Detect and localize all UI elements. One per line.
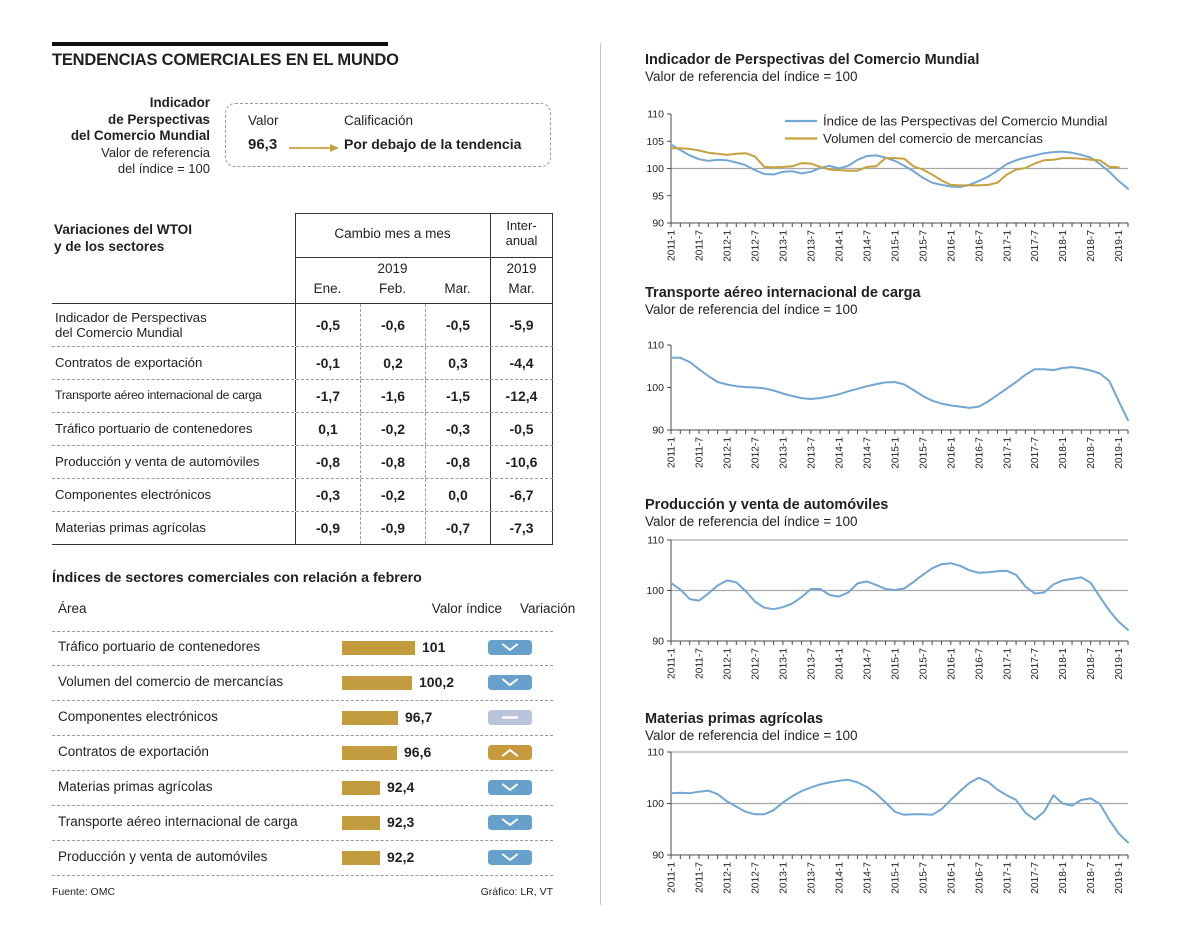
x-tick-label: 2018-7 bbox=[1086, 862, 1098, 894]
interannual-value: -12,4 bbox=[490, 380, 553, 412]
value-label: Valor bbox=[248, 113, 279, 128]
x-tick-label: 2013-1 bbox=[778, 648, 790, 680]
x-tick-label: 2014-1 bbox=[834, 648, 846, 680]
sector-index-title: Índices de sectores comerciales con relación a febrero bbox=[52, 570, 422, 586]
year-label: 2019 bbox=[377, 261, 408, 276]
x-tick-label: 2013-1 bbox=[778, 230, 790, 262]
chart-block-wtoi bbox=[645, 52, 1145, 262]
chevron-down-icon bbox=[488, 675, 532, 690]
y-tick-label: 100 bbox=[646, 585, 664, 597]
x-tick-label: 2017-7 bbox=[1030, 862, 1042, 894]
indicator-sublabel-line: Valor de referencia bbox=[101, 144, 210, 160]
data-line bbox=[671, 358, 1128, 420]
x-tick-label: 2013-1 bbox=[778, 862, 790, 894]
x-tick-label: 2011-7 bbox=[694, 437, 706, 468]
interannual-header: Inter- anual bbox=[505, 218, 538, 248]
variations-table bbox=[52, 213, 553, 545]
chart-title: Transporte aéreo internacional de carga bbox=[645, 285, 921, 301]
month-label: Feb. bbox=[378, 281, 406, 296]
x-tick-label: 2019-1 bbox=[1114, 230, 1126, 262]
chevron-down-icon bbox=[488, 640, 532, 655]
sector-label: Producción y venta de automóviles bbox=[58, 849, 268, 864]
index-value: 96,6 bbox=[404, 744, 432, 760]
chart-block-air-freight bbox=[645, 285, 1145, 469]
row-label: Producción y venta de automóviles bbox=[55, 454, 260, 470]
variations-table-body bbox=[52, 304, 553, 545]
y-tick-label: 100 bbox=[646, 798, 664, 810]
table-row bbox=[52, 479, 553, 512]
x-tick-label: 2016-7 bbox=[974, 862, 986, 894]
x-tick-label: 2018-1 bbox=[1058, 648, 1070, 680]
interannual-value: -0,5 bbox=[490, 413, 553, 445]
month-change-value: -0,2 bbox=[360, 413, 425, 445]
x-tick-label: 2011-1 bbox=[666, 230, 678, 261]
x-tick-label: 2013-7 bbox=[806, 862, 818, 894]
table-row bbox=[52, 413, 553, 446]
x-tick-label: 2017-1 bbox=[1002, 230, 1014, 262]
x-tick-label: 2012-7 bbox=[750, 862, 762, 894]
month-change-value: 0,3 bbox=[425, 347, 490, 379]
y-tick-label: 100 bbox=[646, 382, 664, 394]
line-chart-svg bbox=[645, 107, 1145, 269]
row-label: Tráfico portuario de contenedores bbox=[55, 421, 253, 437]
sector-label: Volumen del comercio de mercancías bbox=[58, 674, 284, 689]
index-bar bbox=[342, 781, 380, 795]
index-bar bbox=[342, 816, 380, 830]
x-tick-label: 2018-1 bbox=[1058, 862, 1070, 894]
x-tick-label: 2014-7 bbox=[862, 437, 874, 469]
sector-row bbox=[52, 631, 553, 666]
x-tick-label: 2015-1 bbox=[890, 437, 902, 469]
indicator-value: 96,3 bbox=[248, 136, 278, 153]
table-row bbox=[52, 446, 553, 479]
x-tick-label: 2014-1 bbox=[834, 862, 846, 894]
chevron-down-icon bbox=[488, 815, 532, 830]
month-change-value: -0,8 bbox=[360, 446, 425, 478]
sector-index-rows bbox=[52, 631, 553, 876]
x-tick-label: 2017-7 bbox=[1030, 648, 1042, 680]
y-tick-label: 110 bbox=[647, 339, 664, 352]
x-tick-label: 2019-1 bbox=[1114, 648, 1126, 680]
x-tick-label: 2012-1 bbox=[722, 862, 734, 894]
column-divider bbox=[600, 43, 601, 905]
chart-canvas bbox=[645, 107, 1145, 274]
x-tick-label: 2011-7 bbox=[694, 230, 706, 261]
month-label: Mar. bbox=[444, 281, 471, 296]
variation-badge-flat bbox=[488, 710, 532, 725]
chart-block-agri bbox=[645, 711, 1145, 894]
x-tick-label: 2016-1 bbox=[946, 648, 958, 680]
row-label: Transporte aéreo internacional de carga bbox=[55, 388, 262, 403]
column-header-area: Área bbox=[58, 601, 87, 616]
chart-subtitle: Valor de referencia del índice = 100 bbox=[645, 728, 858, 743]
y-tick-label: 110 bbox=[647, 108, 664, 121]
line-chart-svg bbox=[645, 533, 1145, 687]
y-tick-label: 95 bbox=[652, 190, 664, 203]
table-border bbox=[295, 213, 553, 214]
chart-subtitle: Valor de referencia del índice = 100 bbox=[645, 69, 858, 84]
x-tick-label: 2013-7 bbox=[806, 230, 818, 262]
chevron-down-icon bbox=[488, 780, 532, 795]
x-tick-label: 2015-7 bbox=[918, 230, 930, 262]
variations-table-title: Variaciones del WTOI y de los sectores bbox=[54, 222, 193, 254]
indicator-rating: Por debajo de la tendencia bbox=[344, 136, 522, 152]
x-tick-label: 2012-7 bbox=[750, 437, 762, 469]
variation-badge-down bbox=[488, 815, 532, 830]
indicator-value-box bbox=[225, 103, 551, 167]
x-tick-label: 2011-7 bbox=[694, 862, 706, 893]
month-change-value: -0,5 bbox=[295, 304, 360, 346]
month-change-value: -0,1 bbox=[295, 347, 360, 379]
x-tick-label: 2012-1 bbox=[722, 437, 734, 469]
variation-badge-down bbox=[488, 675, 532, 690]
table-border bbox=[552, 213, 553, 303]
x-tick-label: 2016-1 bbox=[946, 437, 958, 469]
index-bar bbox=[342, 711, 398, 725]
x-tick-label: 2015-1 bbox=[890, 230, 902, 262]
chart-title: Materias primas agrícolas bbox=[645, 711, 824, 727]
row-label: Indicador de Perspectivas del Comercio Mundial bbox=[55, 309, 207, 340]
index-value: 92,2 bbox=[387, 849, 415, 865]
y-tick-label: 90 bbox=[652, 217, 664, 230]
y-tick-label: 100 bbox=[646, 163, 664, 175]
sector-row bbox=[52, 841, 553, 876]
index-bar bbox=[342, 851, 380, 865]
line-chart-svg bbox=[645, 745, 1145, 901]
month-change-value: -0,9 bbox=[360, 512, 425, 544]
table-row bbox=[52, 512, 553, 545]
interannual-value: -4,4 bbox=[490, 347, 553, 379]
x-tick-label: 2014-1 bbox=[834, 437, 846, 469]
month-change-value: -0,8 bbox=[295, 446, 360, 478]
right-arrow-icon bbox=[288, 142, 340, 154]
sector-label: Materias primas agrícolas bbox=[58, 779, 213, 794]
credit-note: Gráfico: LR, VT bbox=[480, 886, 553, 898]
line-chart-svg bbox=[645, 338, 1145, 476]
x-tick-label: 2017-7 bbox=[1030, 437, 1042, 469]
chart-title: Producción y venta de automóviles bbox=[645, 497, 889, 513]
legend-label: Volumen del comercio de mercancías bbox=[823, 131, 1043, 146]
month-change-value: -1,7 bbox=[295, 380, 360, 412]
x-tick-label: 2014-7 bbox=[862, 862, 874, 894]
data-line bbox=[671, 145, 1128, 189]
row-label: Contratos de exportación bbox=[55, 355, 203, 371]
column-header-valor: Valor índice bbox=[431, 601, 502, 616]
month-change-value: -0,8 bbox=[425, 446, 490, 478]
month-change-value: 0,1 bbox=[295, 413, 360, 445]
x-tick-label: 2015-1 bbox=[890, 648, 902, 680]
x-tick-label: 2013-7 bbox=[806, 648, 818, 680]
sector-row bbox=[52, 666, 553, 701]
x-tick-label: 2016-7 bbox=[974, 648, 986, 680]
chevron-up-icon bbox=[488, 745, 532, 760]
title-accent-bar bbox=[52, 42, 388, 46]
sector-label: Contratos de exportación bbox=[58, 744, 209, 759]
month-change-value: 0,0 bbox=[425, 479, 490, 511]
chart-canvas bbox=[645, 338, 1145, 481]
x-tick-label: 2018-7 bbox=[1086, 437, 1098, 469]
sector-label: Componentes electrónicos bbox=[58, 709, 218, 724]
dash-icon bbox=[488, 710, 532, 725]
interannual-value: -5,9 bbox=[490, 304, 553, 346]
x-tick-label: 2015-7 bbox=[918, 648, 930, 680]
data-line bbox=[671, 563, 1128, 630]
source-note: Fuente: OMC bbox=[52, 886, 116, 898]
variation-badge-down bbox=[488, 780, 532, 795]
x-tick-label: 2014-7 bbox=[862, 648, 874, 680]
chart-subtitle: Valor de referencia del índice = 100 bbox=[645, 514, 858, 529]
indicator-label-line: del Comercio Mundial bbox=[70, 128, 210, 143]
table-border bbox=[295, 257, 553, 258]
x-tick-label: 2016-7 bbox=[974, 230, 986, 262]
indicator-label-line: Indicador bbox=[149, 95, 210, 110]
chart-block-autos bbox=[645, 497, 1145, 680]
y-tick-label: 90 bbox=[652, 849, 664, 862]
month-change-value: -0,3 bbox=[425, 413, 490, 445]
legend-label: Índice de las Perspectivas del Comercio Mundial bbox=[823, 113, 1108, 129]
index-value: 96,7 bbox=[405, 709, 433, 725]
month-change-value: -0,7 bbox=[425, 512, 490, 544]
index-value: 100,2 bbox=[419, 674, 455, 690]
chart-canvas bbox=[645, 533, 1145, 692]
y-tick-label: 105 bbox=[646, 135, 664, 148]
indicator-label bbox=[40, 95, 210, 178]
x-tick-label: 2011-1 bbox=[666, 862, 678, 893]
month-header-row bbox=[295, 281, 553, 296]
x-tick-label: 2017-1 bbox=[1002, 437, 1014, 469]
x-tick-label: 2019-1 bbox=[1114, 862, 1126, 894]
column-group-label: Cambio mes a mes bbox=[334, 226, 451, 241]
chart-title: Indicador de Perspectivas del Comercio Mundial bbox=[645, 52, 980, 68]
year-label: 2019 bbox=[506, 261, 537, 276]
variations-table-header bbox=[52, 213, 553, 304]
x-tick-label: 2017-1 bbox=[1002, 862, 1014, 894]
page-title: TENDENCIAS COMERCIALES EN EL MUNDO bbox=[52, 51, 399, 69]
x-tick-label: 2016-1 bbox=[946, 230, 958, 262]
column-header-variacion: Variación bbox=[520, 601, 576, 616]
row-label: Componentes electrónicos bbox=[55, 487, 212, 503]
x-tick-label: 2018-7 bbox=[1086, 648, 1098, 680]
sector-label: Tráfico portuario de contenedores bbox=[58, 639, 261, 654]
month-label: Ene. bbox=[313, 281, 342, 296]
y-tick-label: 90 bbox=[652, 424, 664, 437]
sector-index-header bbox=[52, 598, 576, 632]
data-line bbox=[671, 148, 1119, 185]
x-tick-label: 2015-1 bbox=[890, 862, 902, 894]
x-tick-label: 2012-1 bbox=[722, 230, 734, 262]
month-change-value: -0,3 bbox=[295, 479, 360, 511]
x-tick-label: 2012-7 bbox=[750, 230, 762, 262]
sector-row bbox=[52, 806, 553, 841]
x-tick-label: 2012-7 bbox=[750, 648, 762, 680]
sector-row bbox=[52, 736, 553, 771]
x-tick-label: 2016-1 bbox=[946, 862, 958, 894]
x-tick-label: 2019-1 bbox=[1114, 437, 1126, 469]
index-bar bbox=[342, 746, 397, 760]
table-row bbox=[52, 380, 553, 413]
x-tick-label: 2017-1 bbox=[1002, 648, 1014, 680]
x-tick-label: 2017-7 bbox=[1030, 230, 1042, 262]
month-change-value: -0,9 bbox=[295, 512, 360, 544]
indicator-sublabel-line: del índice = 100 bbox=[117, 161, 210, 176]
sector-label: Transporte aéreo internacional de carga bbox=[58, 814, 298, 829]
variation-badge-down bbox=[488, 850, 532, 865]
row-label: Materias primas agrícolas bbox=[55, 520, 206, 536]
y-tick-label: 90 bbox=[652, 635, 664, 648]
table-row bbox=[52, 347, 553, 380]
x-tick-label: 2011-1 bbox=[666, 648, 678, 679]
y-tick-label: 110 bbox=[647, 746, 664, 759]
x-tick-label: 2018-1 bbox=[1058, 230, 1070, 262]
month-change-value: -0,6 bbox=[360, 304, 425, 346]
x-tick-label: 2014-7 bbox=[862, 230, 874, 262]
indicator-label-line: de Perspectivas bbox=[108, 111, 210, 127]
index-value: 101 bbox=[422, 639, 446, 655]
interannual-value: -6,7 bbox=[490, 479, 553, 511]
month-label: Mar. bbox=[508, 281, 535, 296]
x-tick-label: 2016-7 bbox=[974, 437, 986, 469]
interannual-value: -7,3 bbox=[490, 512, 553, 544]
month-change-value: -1,6 bbox=[360, 380, 425, 412]
chart-canvas bbox=[645, 745, 1145, 906]
month-change-value: -1,5 bbox=[425, 380, 490, 412]
y-tick-label: 110 bbox=[647, 534, 664, 547]
month-change-value: -0,2 bbox=[360, 479, 425, 511]
chart-subtitle: Valor de referencia del índice = 100 bbox=[645, 302, 858, 317]
x-tick-label: 2018-1 bbox=[1058, 437, 1070, 469]
x-tick-label: 2013-7 bbox=[806, 437, 818, 469]
rating-label: Calificación bbox=[344, 113, 414, 128]
x-tick-label: 2012-1 bbox=[722, 648, 734, 680]
x-tick-label: 2013-1 bbox=[778, 437, 790, 469]
index-value: 92,4 bbox=[387, 779, 415, 795]
sector-row bbox=[52, 701, 553, 736]
x-tick-label: 2015-7 bbox=[918, 862, 930, 894]
sector-row bbox=[52, 771, 553, 806]
table-border bbox=[295, 213, 296, 303]
table-border bbox=[490, 213, 491, 303]
x-tick-label: 2018-7 bbox=[1086, 230, 1098, 262]
variation-badge-down bbox=[488, 640, 532, 655]
x-tick-label: 2015-7 bbox=[918, 437, 930, 469]
table-row bbox=[52, 304, 553, 347]
month-change-value: 0,2 bbox=[360, 347, 425, 379]
x-tick-label: 2014-1 bbox=[834, 230, 846, 262]
chevron-down-icon bbox=[488, 850, 532, 865]
x-tick-label: 2011-1 bbox=[666, 437, 678, 468]
index-value: 92,3 bbox=[387, 814, 415, 830]
x-tick-label: 2011-7 bbox=[694, 648, 706, 679]
index-bar bbox=[342, 641, 415, 655]
month-change-value: -0,5 bbox=[425, 304, 490, 346]
data-line bbox=[671, 778, 1128, 843]
variation-badge-up bbox=[488, 745, 532, 760]
interannual-value: -10,6 bbox=[490, 446, 553, 478]
index-bar bbox=[342, 676, 412, 690]
